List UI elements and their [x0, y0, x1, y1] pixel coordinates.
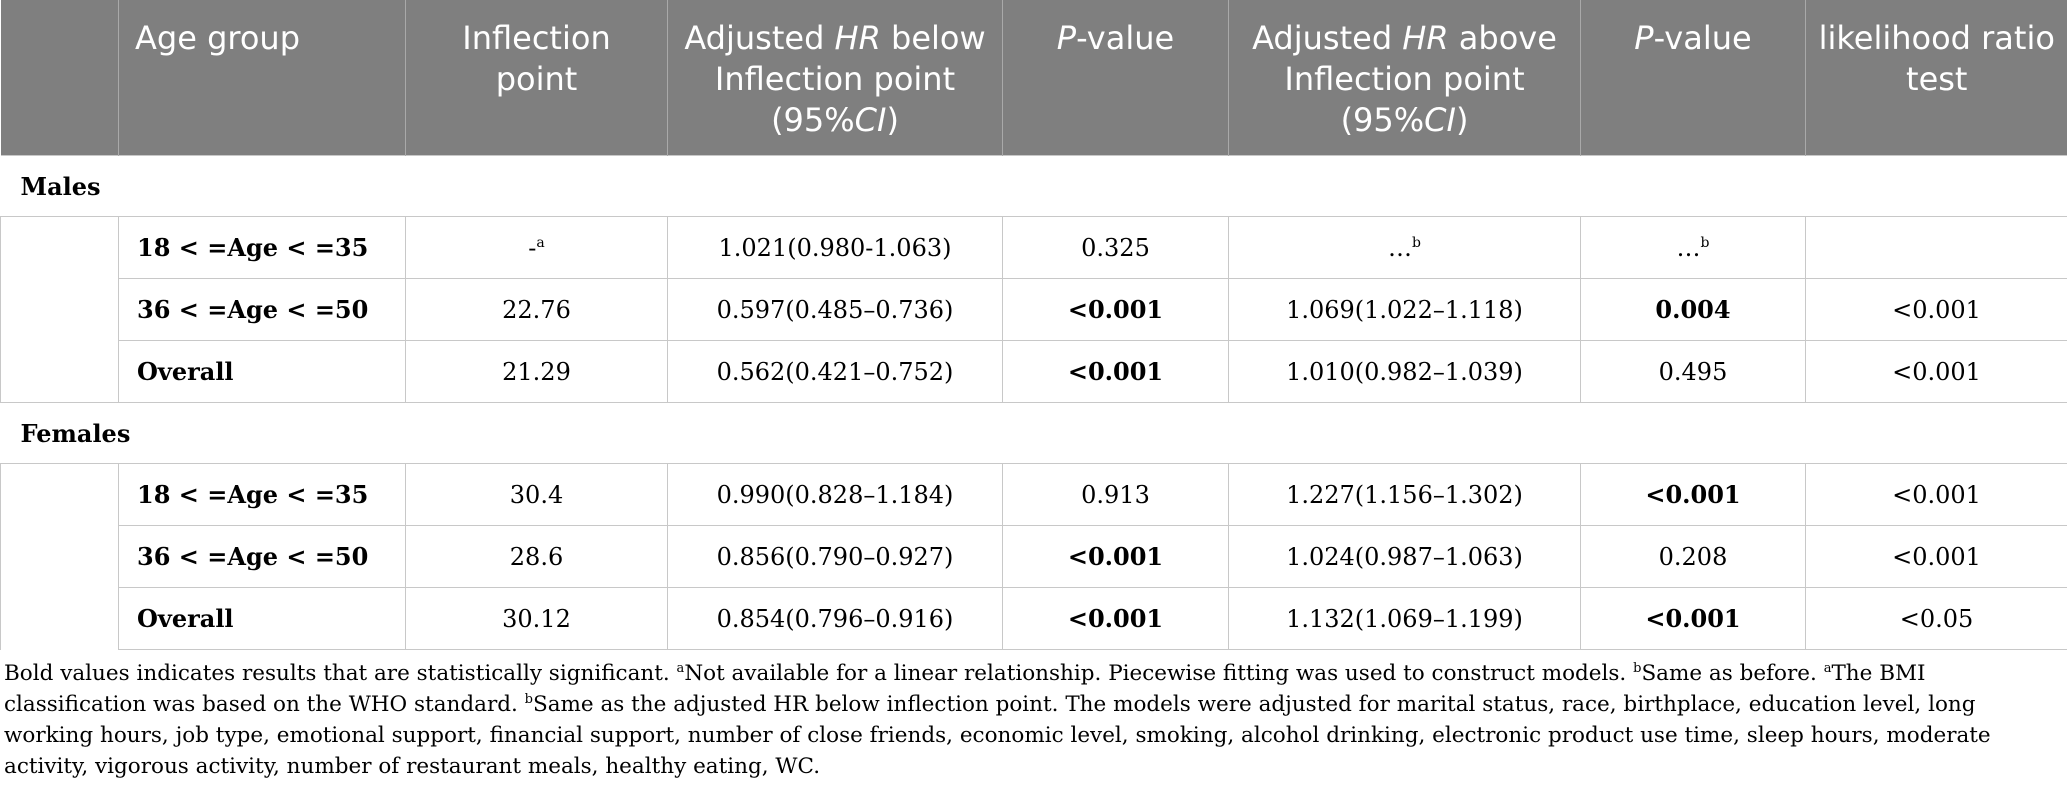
age-group-cell: 18 < =Age < =35: [119, 217, 406, 279]
inflection-cell: -$^a$: [406, 217, 668, 279]
header-inflection-point: Inflection point: [406, 0, 668, 156]
age-group-cell: 18 < =Age < =35: [119, 464, 406, 526]
group-row-females: [1, 403, 2067, 464]
header-likelihood-ratio-test: likelihood ratio test: [1806, 0, 2067, 156]
header-p-value-below: P-value: [1003, 0, 1229, 156]
group-label: Males: [1, 156, 2067, 217]
table-row: [1, 588, 2067, 650]
p-below-cell: 0.325: [1003, 217, 1229, 279]
header-hr-below: Adjusted HR below Inflection point (95%CI): [668, 0, 1003, 156]
header-p-value-above: P-value: [1581, 0, 1806, 156]
hr-above-cell: 1.132(1.069–1.199): [1229, 588, 1581, 650]
hr-below-cell: 0.597(0.485–0.736): [668, 279, 1003, 341]
table-row: [1, 217, 2067, 279]
lrt-cell: <0.001: [1806, 279, 2067, 341]
age-group-cell: 36 < =Age < =50: [119, 279, 406, 341]
hr-above-cell: 1.069(1.022–1.118): [1229, 279, 1581, 341]
lrt-cell: <0.001: [1806, 526, 2067, 588]
lrt-cell: <0.001: [1806, 464, 2067, 526]
stub-cell: [1, 217, 119, 403]
lrt-cell: <0.05: [1806, 588, 2067, 650]
hr-below-cell: 1.021(0.980-1.063): [668, 217, 1003, 279]
p-above-cell: …$^b$: [1581, 217, 1806, 279]
hr-below-cell: 0.856(0.790–0.927): [668, 526, 1003, 588]
p-above-cell: 0.004: [1581, 279, 1806, 341]
lrt-cell: [1806, 217, 2067, 279]
group-label: Females: [1, 403, 2067, 464]
table-footnote: Bold values indicates results that are statistically significant. $^a$Not available for a linear relationship. Piecewise fitting was used to construct models. $^b$Same as before. $^a$The BMI classification was based on the WHO standard. $^b$Same as the adjusted HR below inflection point. The models were adjusted for marital status, race, birthplace, education level, long working hours, job type, emotional support, financial support, number of close friends, economic level, smoking, alcohol drinking, electronic product use time, sleep hours, moderate activity, vigorous activity, number of restaurant meals, healthy eating, WC.: [4, 660, 1991, 779]
hr-below-cell: 0.562(0.421–0.752): [668, 341, 1003, 403]
hr-below-cell: 0.854(0.796–0.916): [668, 588, 1003, 650]
group-row-males: [1, 156, 2067, 217]
age-group-cell: 36 < =Age < =50: [119, 526, 406, 588]
hr-above-cell: 1.024(0.987–1.063): [1229, 526, 1581, 588]
inflection-cell: 21.29: [406, 341, 668, 403]
p-above-cell: 0.495: [1581, 341, 1806, 403]
table-row: [1, 464, 2067, 526]
hr-below-cell: 0.990(0.828–1.184): [668, 464, 1003, 526]
lrt-cell: <0.001: [1806, 341, 2067, 403]
header-hr-above: Adjusted HR above Inflection point (95%CI): [1229, 0, 1581, 156]
header-blank: [1, 0, 119, 156]
hr-above-cell: 1.010(0.982–1.039): [1229, 341, 1581, 403]
header-row: [1, 0, 2067, 156]
stub-cell: [1, 464, 119, 650]
table-row: [1, 279, 2067, 341]
hr-above-cell: …$^b$: [1229, 217, 1581, 279]
age-group-cell: Overall: [119, 588, 406, 650]
p-below-cell: <0.001: [1003, 588, 1229, 650]
table-row: [1, 341, 2067, 403]
p-below-cell: <0.001: [1003, 526, 1229, 588]
p-below-cell: <0.001: [1003, 279, 1229, 341]
p-above-cell: <0.001: [1581, 588, 1806, 650]
header-age-group: Age group: [119, 0, 406, 156]
p-above-cell: <0.001: [1581, 464, 1806, 526]
table-row: [1, 526, 2067, 588]
inflection-cell: 22.76: [406, 279, 668, 341]
p-above-cell: 0.208: [1581, 526, 1806, 588]
hr-above-cell: 1.227(1.156–1.302): [1229, 464, 1581, 526]
inflection-cell: 28.6: [406, 526, 668, 588]
inflection-cell: 30.12: [406, 588, 668, 650]
p-below-cell: 0.913: [1003, 464, 1229, 526]
p-below-cell: <0.001: [1003, 341, 1229, 403]
age-group-cell: Overall: [119, 341, 406, 403]
inflection-cell: 30.4: [406, 464, 668, 526]
